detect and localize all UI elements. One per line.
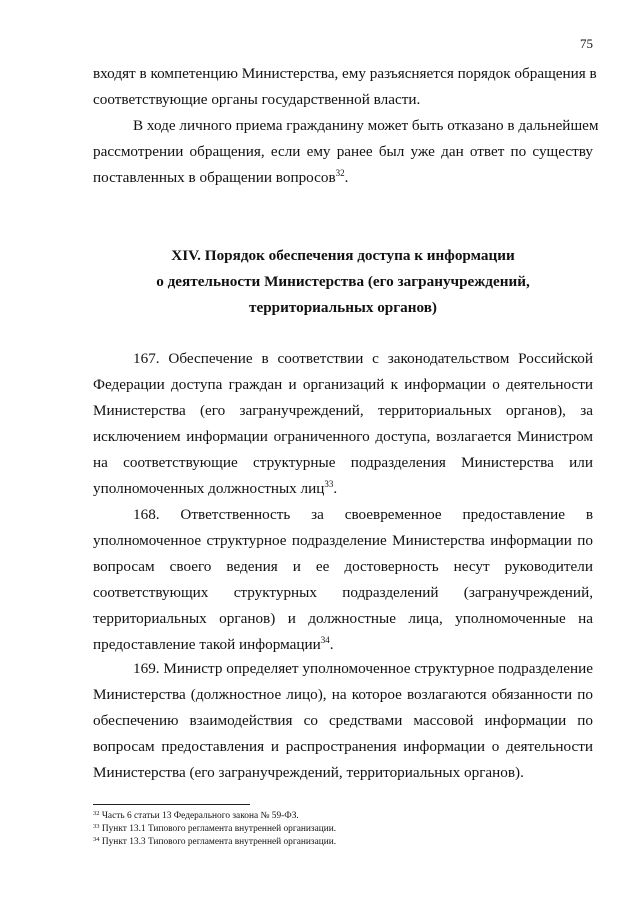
text-fragment: поставленных в обращении вопросов bbox=[93, 169, 336, 186]
text-line bbox=[93, 165, 593, 191]
refusal-paragraph bbox=[93, 113, 599, 191]
footnote-item bbox=[93, 836, 593, 849]
text-line: Министерства (должностное лицо), на которое возлагаются обязанности по bbox=[93, 686, 593, 703]
paragraph-169 bbox=[93, 656, 593, 786]
text-line: 169. Министр определяет уполномоченное структурное подразделение bbox=[133, 660, 593, 677]
text-line: Федерации доступа граждан и организаций к информации о деятельности bbox=[93, 376, 593, 393]
footnote-ref: 32 bbox=[335, 168, 345, 178]
section-heading bbox=[93, 243, 593, 321]
page-number: 75 bbox=[580, 36, 593, 51]
paragraph-167 bbox=[93, 346, 593, 502]
footnote-text: Пункт 13.3 Типового регламента внутренней организации. bbox=[99, 837, 337, 847]
text-line: обеспечению взаимодействия со средствами массовой информации по bbox=[93, 712, 593, 729]
footnote-divider bbox=[93, 804, 250, 805]
heading-line: территориальных органов) bbox=[249, 299, 437, 316]
footnotes bbox=[93, 810, 593, 849]
footnote-ref: 33 bbox=[324, 479, 334, 489]
text-line: территориальных органов) и должностные лица, уполномоченные на bbox=[93, 610, 593, 627]
text-line: вопросам предоставления и распространения информации о деятельности bbox=[93, 738, 593, 755]
text-fragment: уполномоченных должностных лиц bbox=[93, 480, 325, 497]
text-line: рассмотрении обращения, если ему ранее был уже дан ответ по существу bbox=[93, 143, 593, 160]
text-fragment: . bbox=[329, 636, 334, 653]
text-line bbox=[93, 632, 593, 658]
footnote-ref: 34 bbox=[320, 635, 330, 645]
text-line: исключением информации ограниченного доступа, возлагается Министром bbox=[93, 428, 593, 445]
footnote-item bbox=[93, 823, 593, 836]
paragraph-168 bbox=[93, 502, 593, 658]
heading-line: XIV. Порядок обеспечения доступа к информации bbox=[171, 247, 515, 264]
text-fragment: . bbox=[333, 480, 338, 497]
text-line: вопросам своего ведения и ее достоверность несут руководители bbox=[93, 558, 593, 575]
footnote-number: 32 bbox=[93, 810, 100, 817]
footnote-number: 33 bbox=[93, 823, 100, 830]
text-line: В ходе личного приема гражданину может быть отказано в дальнейшем bbox=[133, 117, 599, 134]
text-line: Министерства (его загранучреждений, территориальных органов), за bbox=[93, 402, 593, 419]
footnote-text: Часть 6 статьи 13 Федерального закона № 59-ФЗ. bbox=[99, 811, 299, 821]
text-line: соответствующие органы государственной власти. bbox=[93, 91, 421, 108]
intro-paragraph bbox=[93, 61, 597, 113]
text-line: 167. Обеспечение в соответствии с законодательством Российской bbox=[133, 350, 593, 367]
text-line: 168. Ответственность за своевременное предоставление в bbox=[133, 506, 593, 523]
text-line: Министерства (его загранучреждений, территориальных органов). bbox=[93, 764, 524, 781]
footnote-number: 34 bbox=[93, 836, 100, 843]
text-fragment: . bbox=[344, 169, 349, 186]
text-line: уполномоченное структурное подразделение Министерства информации по bbox=[93, 532, 593, 549]
text-line: соответствующих структурных подразделений (загранучреждений, bbox=[93, 584, 593, 601]
text-line: на соответствующие структурные подразделения Министерства или bbox=[93, 454, 593, 471]
text-line: входят в компетенцию Министерства, ему разъясняется порядок обращения в bbox=[93, 65, 597, 82]
footnote-text: Пункт 13.1 Типового регламента внутренней организации. bbox=[99, 824, 337, 834]
footnote-item bbox=[93, 810, 593, 823]
text-line bbox=[93, 476, 593, 502]
text-fragment: предоставление такой информации bbox=[93, 636, 321, 653]
heading-line: о деятельности Министерства (его загранучреждений, bbox=[156, 273, 530, 290]
